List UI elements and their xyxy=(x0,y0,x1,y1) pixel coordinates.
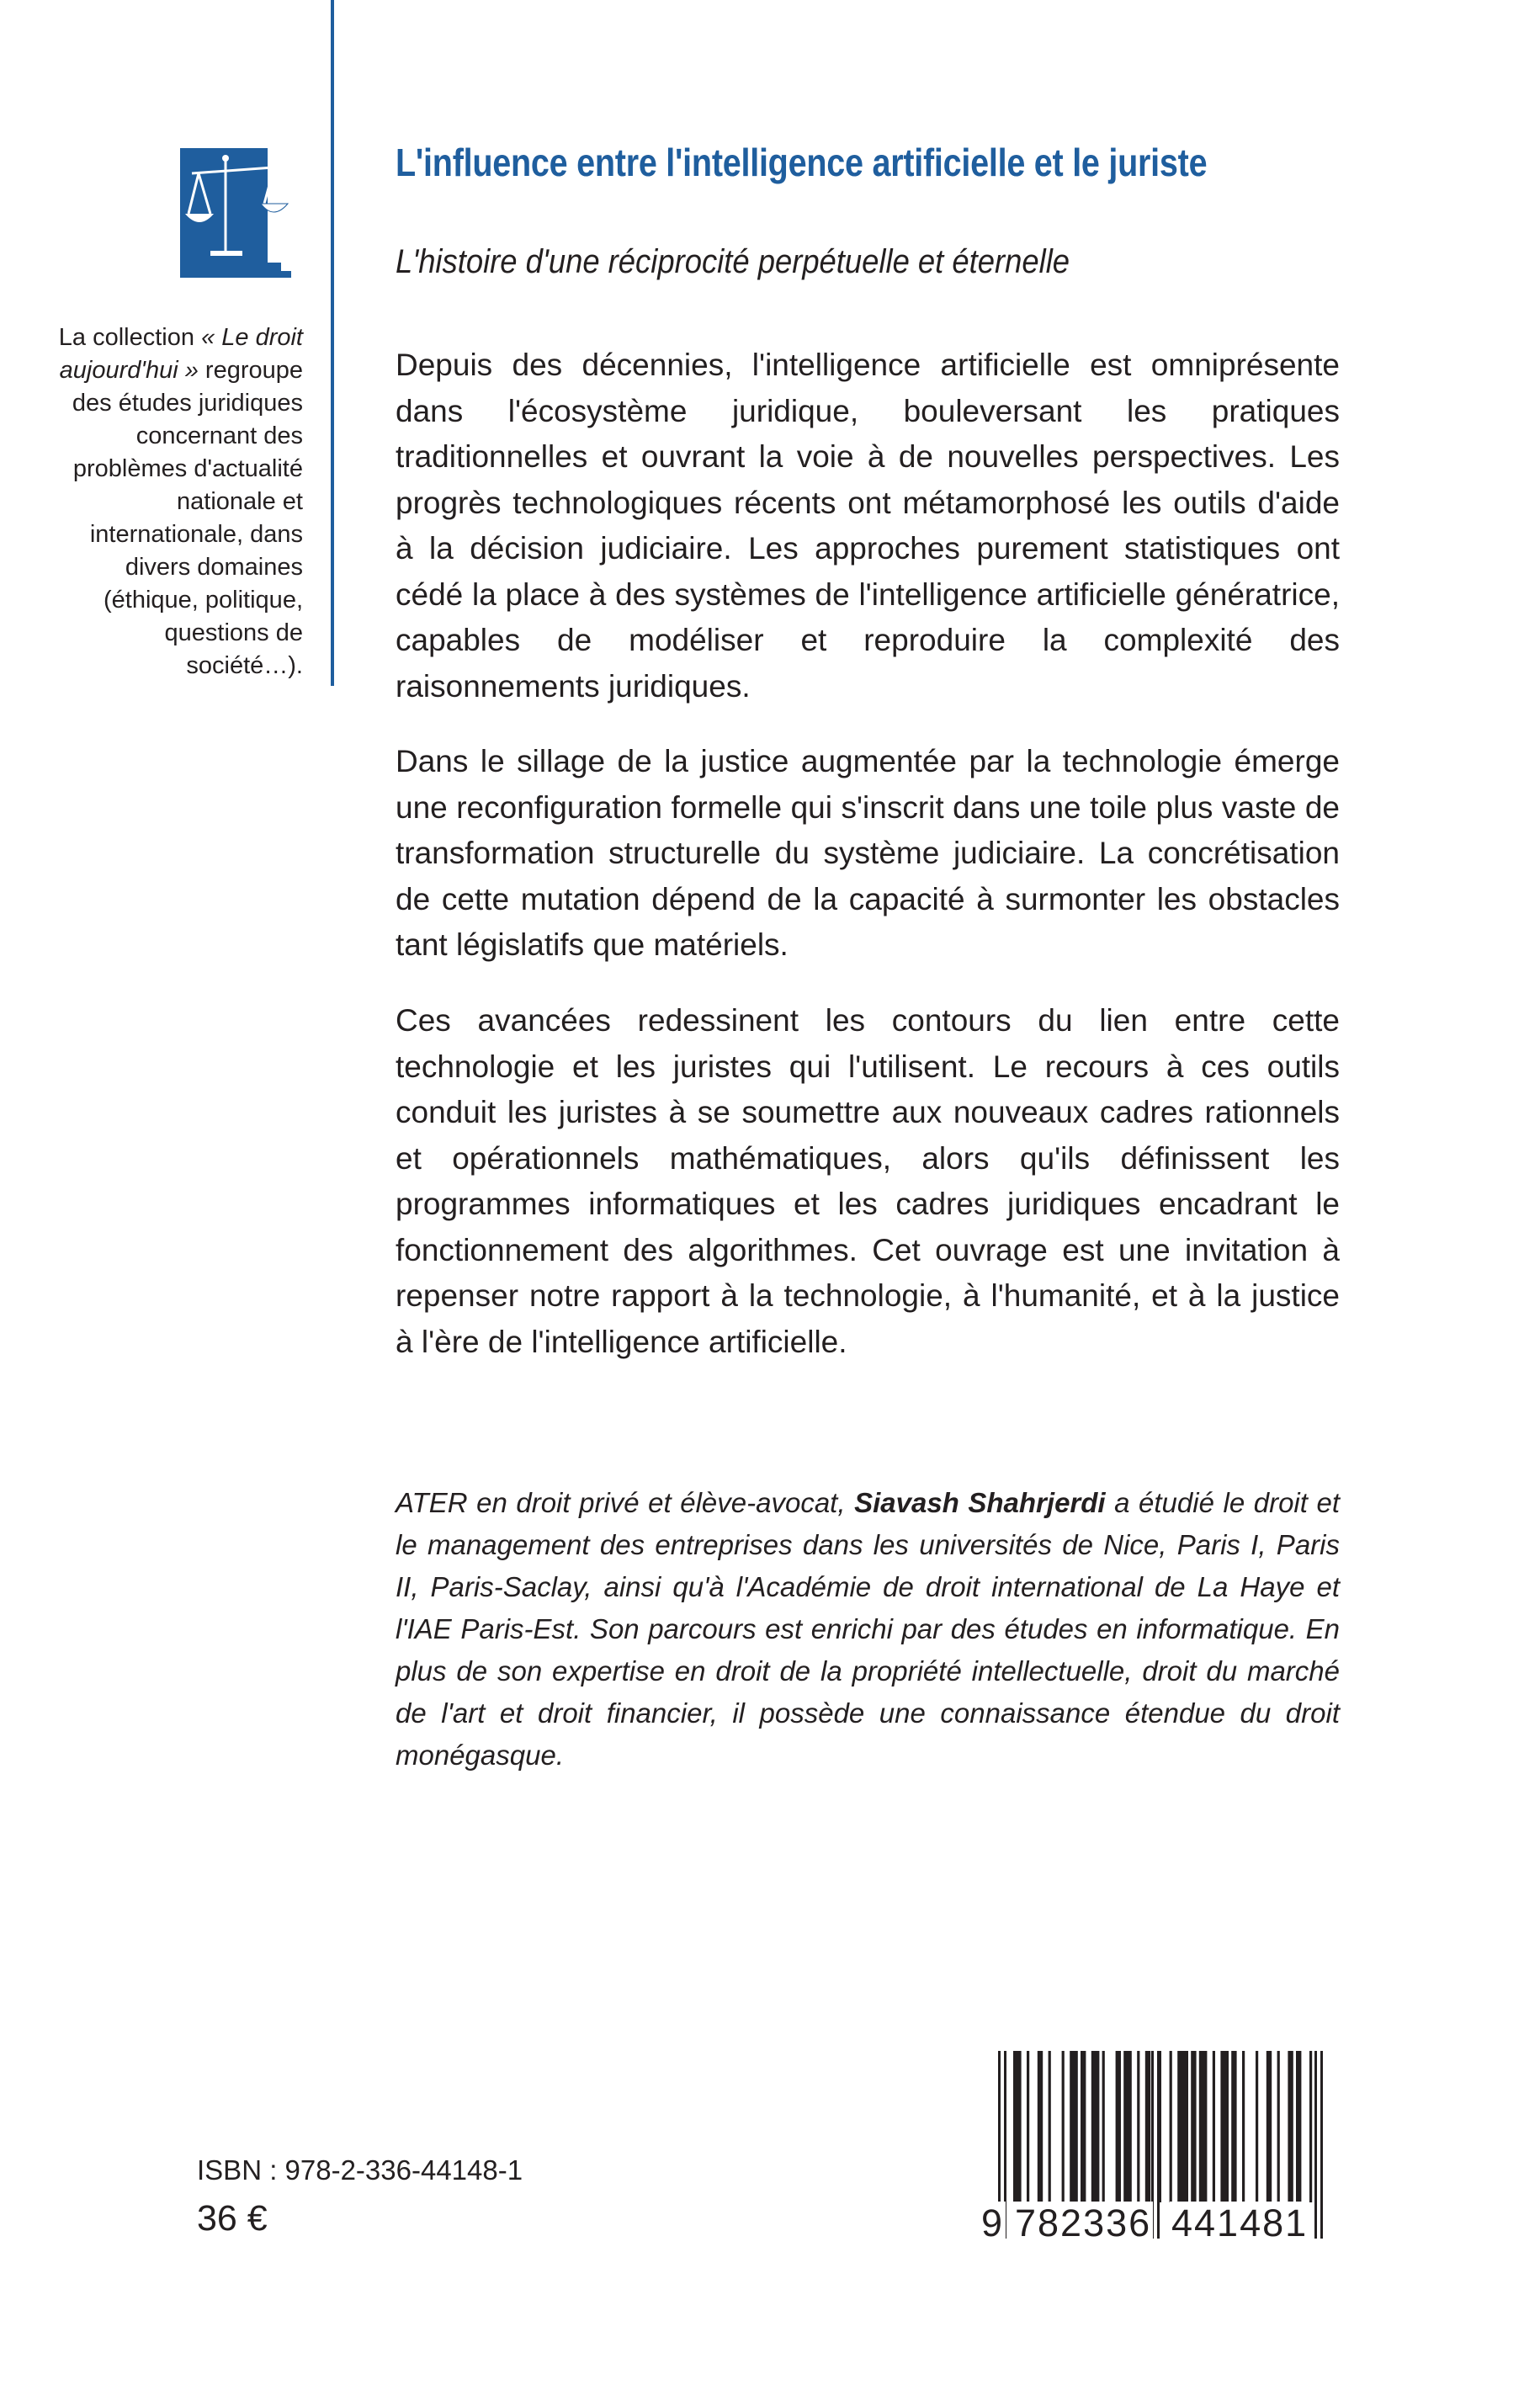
barcode-first-digit: 9 xyxy=(981,2202,1005,2244)
barcode-bar xyxy=(1081,2051,1086,2202)
barcode-bar xyxy=(1267,2051,1272,2202)
barcode-bar xyxy=(1170,2051,1172,2202)
barcode-digits xyxy=(983,2202,1328,2245)
barcode-bar xyxy=(1116,2051,1121,2202)
barcode-bar xyxy=(1296,2051,1301,2202)
barcode-bar xyxy=(1123,2051,1132,2202)
author-name: Siavash Shahrjerdi xyxy=(854,1487,1106,1518)
barcode-bar xyxy=(1309,2051,1312,2202)
barcode-bar xyxy=(1062,2051,1065,2202)
collection-description-text: regroupe des études juridiques concernant des problèmes d'actualité nationale et internationale, dans divers domaines (éthique, politique, questions de société…). xyxy=(72,357,303,679)
barcode-bar xyxy=(1231,2051,1236,2202)
vertical-divider-line xyxy=(331,0,334,686)
barcode-bar xyxy=(1038,2051,1043,2202)
barcode-bar xyxy=(1049,2051,1051,2202)
summary-paragraph-3: Ces avancées redessinent les contours du lien entre cette technologie et les juristes qui l'utilisent. Le recours à ces outils conduit les juristes à se soumettre aux nouveaux cadres rationnels et opérationnels mathématiques, alors qu'ils définissent les programmes informatiques et les cadres juridiques encadrant le fonctionnement des algorithmes. Cet ouvrage est une invitation à repenser notre rapport à la technologie, à l'humanité, et à la justice à l'ère de l'intelligence artificielle. xyxy=(396,1003,1340,1359)
barcode-bar xyxy=(1091,2051,1100,2202)
barcode-bar xyxy=(1213,2051,1215,2202)
book-title: L'influence entre l'intelligence artificielle et le juriste xyxy=(396,141,1208,184)
isbn-number: ISBN : 978-2-336-44148-1 xyxy=(197,2154,523,2186)
barcode-bar xyxy=(1145,2051,1150,2202)
barcode-bar xyxy=(1256,2051,1258,2202)
barcode-bar xyxy=(1137,2051,1139,2202)
barcode-left-group: 782336 xyxy=(1015,2202,1152,2244)
barcode-bar xyxy=(1242,2051,1245,2202)
bio-rest: a étudié le droit et le management des entreprises dans les universités de Nice, Paris I, Paris II, Paris-Saclay, ainsi qu'à l'Académie de droit international de La Haye et l'IAE Paris-Est. Son parcours est enrichi par des études en informatique. En plus de son expertise en droit de la propriété intellectuelle, droit du marché de l'art et droit financier, il possède une connaissance étendue du droit monégasque. xyxy=(396,1487,1340,1771)
barcode-bar xyxy=(1013,2051,1022,2202)
barcode-right-group: 441481 xyxy=(1171,2202,1309,2244)
book-subtitle: L'histoire d'une réciprocité perpétuelle et éternelle xyxy=(396,243,1070,280)
collection-intro: La collection xyxy=(58,324,195,351)
barcode-bar xyxy=(1191,2051,1196,2202)
book-price: 36 € xyxy=(197,2198,268,2239)
summary-paragraph-2: Dans le sillage de la justice augmentée par la technologie émerge une reconfiguration formelle qui s'inscrit dans une toile plus vaste de transformation structurelle du système judiciaire. La concrétisation de cette mutation dépend de la capacité à surmonter les obstacles tant législatifs que matériels. xyxy=(396,744,1340,962)
bio-intro: ATER en droit privé et élève-avocat, xyxy=(396,1487,855,1518)
collection-series-name: « Le droit aujourd'hui » xyxy=(59,324,303,384)
collection-description xyxy=(50,321,303,683)
barcode-bar xyxy=(1070,2051,1078,2202)
barcode-bar xyxy=(1220,2051,1229,2202)
barcode-bar xyxy=(1199,2051,1208,2202)
author-biography xyxy=(396,1482,1340,1777)
barcode-bar xyxy=(1277,2051,1280,2202)
scales-of-justice-icon xyxy=(180,148,300,278)
barcode-bar xyxy=(1027,2051,1029,2202)
summary-paragraph-1: Depuis des décennies, l'intelligence artificielle est omniprésente dans l'écosystème juridique, bouleversant les pratiques traditionnelles et ouvrant la voie à de nouvelles perspectives. Les progrès technologiques récents ont métamorphosé les outils d'aide à la décision judiciaire. Les approches purement statistiques ont cédé la place à des systèmes de l'intelligence artificielle génératrice, capables de modéliser et reproduire la complexité des raisonnements juridiques. xyxy=(396,348,1340,704)
barcode-bar xyxy=(1288,2051,1293,2202)
barcode-bar xyxy=(1177,2051,1188,2202)
barcode-bar xyxy=(1102,2051,1105,2202)
